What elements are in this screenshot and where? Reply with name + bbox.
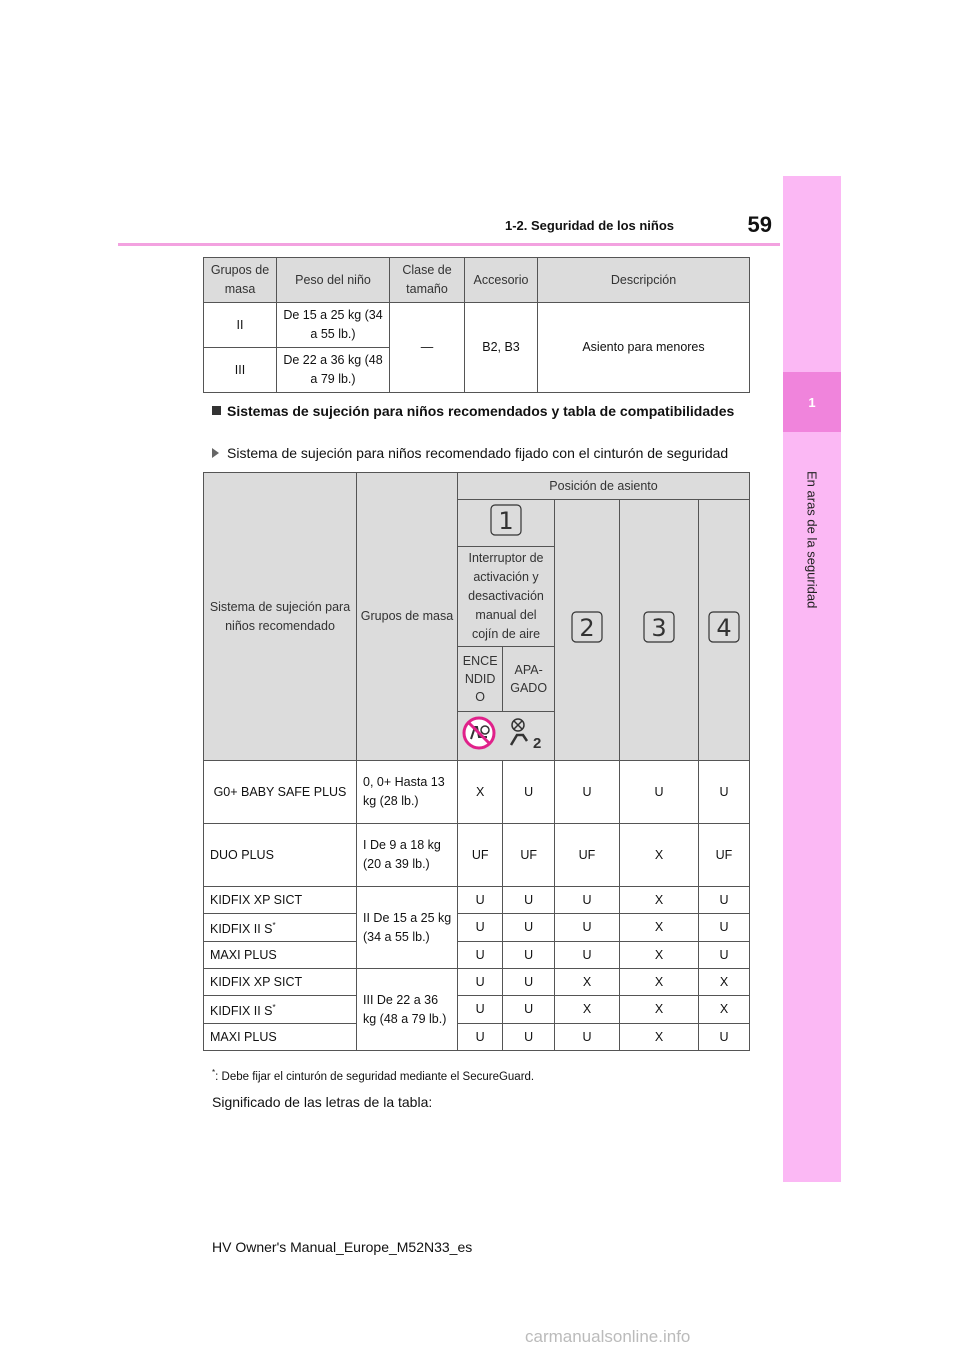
header-accesorio: Accesorio (465, 258, 538, 303)
restraint-name: G0+ BABY SAFE PLUS (204, 761, 357, 824)
table-row (204, 824, 750, 887)
airbag-on-prohibited-icon (464, 718, 494, 748)
section-heading: Sistemas de sujeción para niños recomendados y tabla de compatibilidades (212, 400, 752, 422)
value-cell: U (503, 761, 555, 824)
mass-group: III De 22 a 36 kg (48 a 79 lb.) (357, 969, 458, 1051)
seat-2-icon (569, 609, 605, 645)
restraint-name: KIDFIX II S* (204, 996, 357, 1024)
meaning-text: Significado de las letras de la tabla: (212, 1094, 433, 1110)
table-row (204, 942, 750, 969)
side-tab-label: En aras de la seguridad (804, 471, 820, 609)
header-peso: Peso del niño (277, 258, 390, 303)
value-cell: U (555, 887, 620, 914)
side-tab-bar (783, 176, 841, 1182)
seat-4-cell (699, 500, 750, 761)
seat-3-cell (620, 500, 699, 761)
svg-text:1: 1 (498, 507, 514, 535)
restraint-name: KIDFIX II S* (204, 914, 357, 942)
mass-group: II De 15 a 25 kg (34 a 55 lb.) (357, 887, 458, 969)
table-row (204, 761, 750, 824)
seat-1-cell (458, 500, 555, 547)
value-cell: U (503, 969, 555, 996)
airbag-switch-header: Interruptor de activación y desactivación manual del cojín de aire (458, 547, 555, 647)
header-restraint: Sistema de sujeción para niños recomendado (204, 473, 357, 761)
seat-3-icon (641, 609, 677, 645)
footnote: *: Debe fijar el cinturón de seguridad mediante el SecureGuard. (212, 1068, 535, 1083)
value-cell: U (555, 942, 620, 969)
mass-group: I De 9 a 18 kg (20 a 39 lb.) (357, 824, 458, 887)
value-cell: X (458, 761, 503, 824)
table-row (204, 887, 750, 914)
page-number: 59 (747, 212, 772, 237)
svg-text:2: 2 (579, 614, 595, 642)
value-cell: U (555, 761, 620, 824)
bullet-square-icon (212, 406, 221, 415)
value-cell: U (458, 887, 503, 914)
value-cell: U (503, 996, 555, 1024)
section-title: 1-2. Seguridad de los niños (505, 218, 675, 233)
value-cell: U (503, 942, 555, 969)
restraint-name: KIDFIX XP SICT (204, 969, 357, 996)
value-cell: UF (699, 824, 750, 887)
description-cell: Asiento para menores (538, 303, 750, 393)
size-class-cell: — (390, 303, 465, 393)
header-descripcion: Descripción (538, 258, 750, 303)
value-cell: U (699, 761, 750, 824)
table-row (204, 914, 750, 942)
table-row (204, 969, 750, 996)
value-cell: U (458, 1024, 503, 1051)
table-row (204, 996, 750, 1024)
header-grupos: Grupos de masa (204, 258, 277, 303)
manual-name: HV Owner's Manual_Europe_M52N33_es (212, 1239, 473, 1255)
value-cell: X (620, 969, 699, 996)
group-cell: II (204, 303, 277, 348)
value-cell: U (458, 996, 503, 1024)
value-cell: U (503, 887, 555, 914)
value-cell: U (458, 969, 503, 996)
value-cell: U (503, 1024, 555, 1051)
value-cell: U (503, 914, 555, 942)
header-position: Posición de asiento (458, 473, 750, 500)
value-cell: U (699, 1024, 750, 1051)
value-cell: X (620, 887, 699, 914)
svg-text:2: 2 (533, 735, 542, 751)
seat-2-cell (555, 500, 620, 761)
header-clase: Clase de tamaño (390, 258, 465, 303)
weight-cell: De 15 a 25 kg (34 a 55 lb.) (277, 303, 390, 348)
header-divider (118, 243, 780, 246)
airbag-icons-cell (458, 712, 555, 761)
seat-1-icon (488, 502, 524, 538)
weight-cell: De 22 a 36 kg (48 a 79 lb.) (277, 348, 390, 393)
seat-4-icon (706, 609, 742, 645)
value-cell: U (620, 761, 699, 824)
value-cell: U (458, 914, 503, 942)
subheading: Sistema de sujeción para niños recomendado fijado con el cinturón de seguridad (212, 445, 728, 461)
value-cell: X (620, 824, 699, 887)
value-cell: U (699, 887, 750, 914)
value-cell: UF (458, 824, 503, 887)
restraint-name: MAXI PLUS (204, 1024, 357, 1051)
on-label: ENCE NDID O (458, 647, 503, 712)
booster-table (203, 257, 750, 393)
triangle-bullet-icon (212, 448, 219, 458)
value-cell: U (699, 914, 750, 942)
accessory-cell: B2, B3 (465, 303, 538, 393)
value-cell: UF (555, 824, 620, 887)
value-cell: UF (503, 824, 555, 887)
value-cell: X (699, 996, 750, 1024)
restraint-name: DUO PLUS (204, 824, 357, 887)
value-cell: X (620, 1024, 699, 1051)
watermark: carmanualsonline.info (525, 1327, 691, 1346)
side-tab-number: 1 (783, 372, 841, 432)
value-cell: X (620, 996, 699, 1024)
value-cell: X (555, 969, 620, 996)
value-cell: X (620, 942, 699, 969)
airbag-status-icons (461, 715, 551, 751)
compatibility-table (203, 472, 750, 1051)
svg-text:3: 3 (651, 614, 667, 642)
table-row (204, 1024, 750, 1051)
value-cell: X (620, 914, 699, 942)
header-group: Grupos de masa (357, 473, 458, 761)
value-cell: U (555, 914, 620, 942)
restraint-name: KIDFIX XP SICT (204, 887, 357, 914)
group-cell: III (204, 348, 277, 393)
value-cell: U (699, 942, 750, 969)
value-cell: X (699, 969, 750, 996)
mass-group: 0, 0+ Hasta 13 kg (28 lb.) (357, 761, 458, 824)
restraint-name: MAXI PLUS (204, 942, 357, 969)
off-label: APA- GADO (503, 647, 555, 712)
value-cell: X (555, 996, 620, 1024)
airbag-off-icon (511, 719, 541, 751)
value-cell: U (555, 1024, 620, 1051)
svg-text:4: 4 (716, 614, 732, 642)
value-cell: U (458, 942, 503, 969)
